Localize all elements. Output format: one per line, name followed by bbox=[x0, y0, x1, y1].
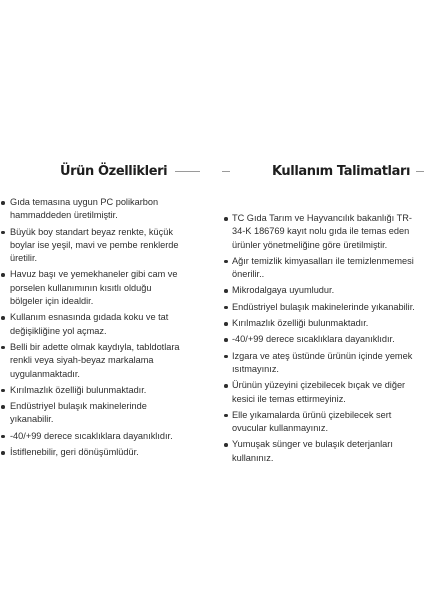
usage-instructions-title: Kullanım Talimatları bbox=[271, 163, 411, 179]
header-divider-right bbox=[416, 171, 424, 172]
feature-item: Kırılmazlık özelliği bulunmaktadır. bbox=[0, 384, 200, 397]
usage-instructions-section bbox=[222, 160, 424, 468]
instruction-item: Izgara ve ateş üstünde ürünün içinde yemek ısıtmayınız. bbox=[222, 350, 424, 377]
instruction-item: Ürünün yüzeyini çizebilecek bıçak ve diğer kesici ile temas ettirmeyiniz. bbox=[222, 379, 424, 406]
instruction-item: Yumuşak sünger ve bulaşık deterjanları kullanınız. bbox=[222, 438, 424, 465]
instruction-item: Ağır temizlik kimyasalları ile temizlenmemesi önerilir.. bbox=[222, 255, 424, 282]
usage-instructions-header bbox=[222, 160, 424, 182]
feature-item: Havuz başı ve yemekhaneler gibi cam ve porselen kullanımının kısıtlı olduğu bölgeler için idealdir. bbox=[0, 268, 200, 308]
feature-item: Gıda temasına uygun PC polikarbon hammaddeden üretilmiştir. bbox=[0, 196, 200, 223]
instruction-item: Elle yıkamalarda ürünü çizebilecek sert ovucular kullanmayınız. bbox=[222, 409, 424, 436]
feature-item: İstiflenebilir, geri dönüşümlüdür. bbox=[0, 446, 200, 459]
feature-item: Kullanım esnasında gıdada koku ve tat değişikliğine yol açmaz. bbox=[0, 311, 200, 338]
feature-item: Büyük boy standart beyaz renkte, küçük boylar ise yeşil, mavi ve pembe renklerde üretilir. bbox=[0, 226, 200, 266]
feature-item: Belli bir adette olmak kaydıyla, tabldotlara renkli veya siyah-beyaz markalama uygulanmaktadır. bbox=[0, 341, 200, 381]
instruction-item: -40/+99 derece sıcaklıklara dayanıklıdır. bbox=[222, 333, 424, 346]
instruction-item: Kırılmazlık özelliği bulunmaktadır. bbox=[222, 317, 424, 330]
product-features-list bbox=[0, 196, 200, 459]
usage-instructions-list bbox=[222, 212, 424, 465]
header-divider-right bbox=[175, 171, 200, 172]
instruction-item: TC Gıda Tarım ve Hayvancılık bakanlığı TR-34-K 186769 kayıt nolu gıda ile temas eden ürünler yönetmeliğine göre üretilmiştir. bbox=[222, 212, 424, 252]
feature-item: -40/+99 derece sıcaklıklara dayanıklıdır. bbox=[0, 430, 200, 443]
instruction-item: Endüstriyel bulaşık makinelerinde yıkanabilir. bbox=[222, 301, 424, 314]
product-features-section bbox=[0, 160, 200, 462]
feature-item: Endüstriyel bulaşık makinelerinde yıkanabilir. bbox=[0, 400, 200, 427]
product-features-header bbox=[0, 160, 200, 182]
product-features-title: Ürün Özellikleri bbox=[60, 163, 168, 179]
instruction-item: Mikrodalgaya uyumludur. bbox=[222, 284, 424, 297]
header-divider-left bbox=[222, 171, 230, 172]
